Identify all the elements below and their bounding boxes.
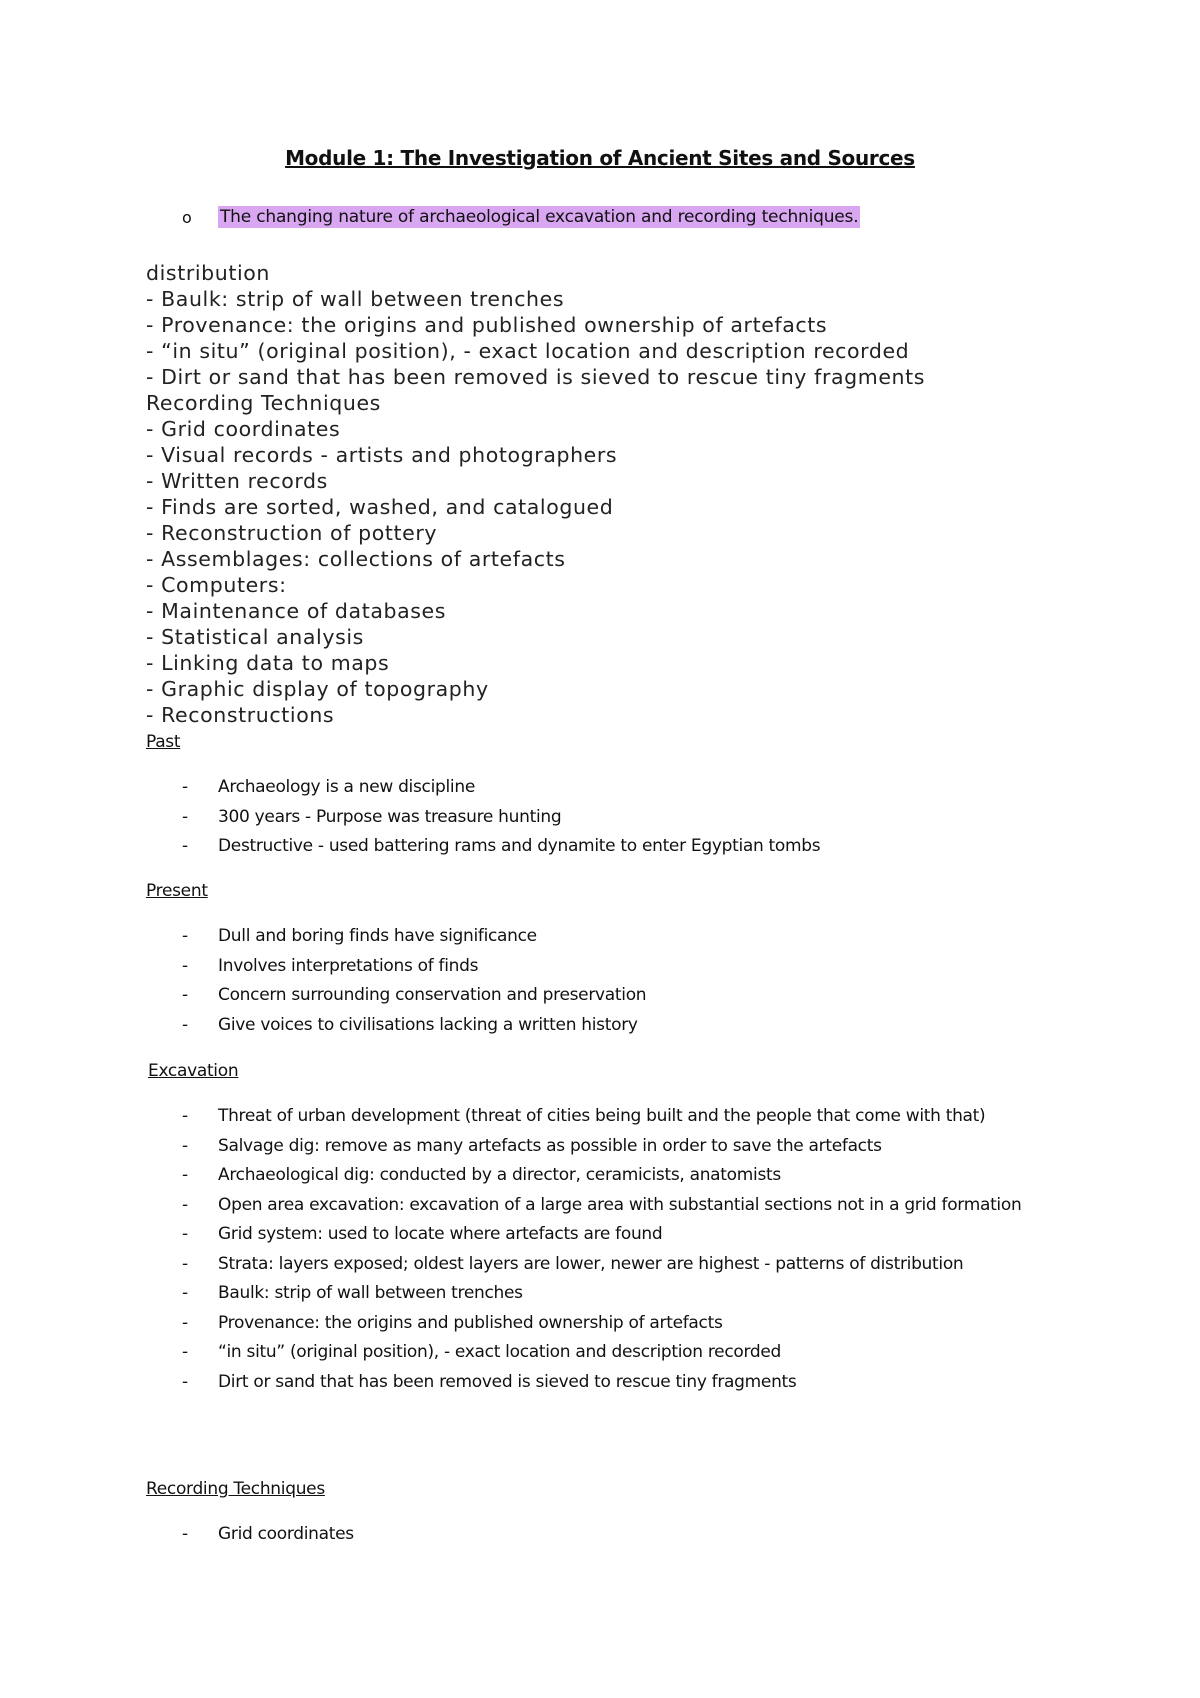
dash-marker: -: [182, 985, 188, 1005]
present-list: [182, 922, 1048, 1040]
list-item: - Grid system: used to locate where artefacts are found: [182, 1220, 1048, 1250]
list-item: - Provenance: the origins and published ownership of artefacts: [182, 1309, 1048, 1339]
plain-line: - Statistical analysis: [146, 625, 364, 649]
dash-marker: -: [182, 1106, 188, 1126]
plain-line: distribution: [146, 261, 271, 285]
plain-line: - Baulk: strip of wall between trenches: [146, 287, 565, 311]
dash-marker: -: [182, 1135, 188, 1156]
section-heading-past: Past: [146, 732, 181, 752]
list-item: - “in situ” (original position), - exact location and description recorded: [182, 1338, 1048, 1368]
dash-marker: -: [182, 806, 188, 827]
dash-marker: -: [182, 926, 188, 946]
list-item: - Baulk: strip of wall between trenches: [182, 1279, 1048, 1309]
plain-line: - Dirt or sand that has been removed is sieved to rescue tiny fragments: [146, 365, 926, 389]
plain-line: - Graphic display of topography: [146, 677, 489, 701]
plain-line: - Finds are sorted, washed, and catalogued: [146, 495, 614, 519]
list-item: - Archaeological dig: conducted by a director, ceramicists, anatomists: [182, 1161, 1048, 1191]
list-item: - Destructive - used battering rams and dynamite to enter Egyptian tombs: [182, 832, 1048, 862]
dash-marker: -: [182, 955, 188, 976]
plain-line: - Linking data to maps: [146, 651, 390, 675]
plain-line: - Maintenance of databases: [146, 599, 447, 623]
list-item: - Salvage dig: remove as many artefacts as possible in order to save the artefacts: [182, 1132, 1048, 1162]
list-item: - 300 years - Purpose was treasure hunting: [182, 803, 1048, 833]
dash-marker: -: [182, 1312, 188, 1333]
plain-line: - Visual records - artists and photographers: [146, 443, 618, 467]
list-item: - Archaeology is a new discipline: [182, 773, 1048, 803]
plain-line: Recording Techniques: [146, 391, 381, 415]
dash-marker: -: [182, 1224, 188, 1244]
plain-line: - Grid coordinates: [146, 417, 341, 441]
list-item: - Give voices to civilisations lacking a written history: [182, 1011, 1048, 1041]
past-list: [182, 773, 1048, 862]
plain-line: - Assemblages: collections of artefacts: [146, 547, 566, 571]
plain-line: - “in situ” (original position), - exact location and description recorded: [146, 339, 910, 363]
plain-notes-block: [146, 260, 925, 728]
dash-marker: -: [182, 1283, 188, 1303]
plain-line: - Provenance: the origins and published ownership of artefacts: [146, 313, 828, 337]
list-item: - Involves interpretations of finds: [182, 952, 1048, 982]
list-item: - Concern surrounding conservation and preservation: [182, 981, 1048, 1011]
plain-line: - Written records: [146, 469, 328, 493]
dash-marker: -: [182, 1165, 188, 1185]
dash-marker: -: [182, 836, 188, 856]
list-item: - Dirt or sand that has been removed is sieved to rescue tiny fragments: [182, 1368, 1048, 1398]
section-heading-present: Present: [146, 881, 208, 901]
list-item: - Strata: layers exposed; oldest layers are lower, newer are highest - patterns of distribution: [182, 1250, 1048, 1280]
dash-marker: -: [182, 1342, 188, 1362]
excavation-list: [182, 1102, 1048, 1397]
document-title: Module 1: The Investigation of Ancient Sites and Sources: [285, 146, 915, 170]
highlighted-text: The changing nature of archaeological excavation and recording techniques.: [220, 207, 859, 227]
dash-marker: -: [182, 1253, 188, 1274]
section-heading-excavation: Excavation: [148, 1061, 239, 1081]
list-item: - Grid coordinates: [182, 1520, 1048, 1550]
dash-marker: -: [182, 1524, 188, 1544]
list-item: - Dull and boring finds have significance: [182, 922, 1048, 952]
list-item: - Threat of urban development (threat of cities being built and the people that come with that): [182, 1102, 1048, 1132]
dash-marker: -: [182, 1194, 188, 1215]
plain-line: - Computers:: [146, 573, 287, 597]
plain-line: - Reconstruction of pottery: [146, 521, 438, 545]
dash-marker: -: [182, 1014, 188, 1035]
section-heading-recording: Recording Techniques: [146, 1479, 325, 1499]
recording-list: [182, 1520, 1048, 1550]
dash-marker: -: [182, 1371, 188, 1392]
dash-marker: -: [182, 777, 188, 797]
list-item: - Open area excavation: excavation of a large area with substantial sections not in a grid formation: [182, 1191, 1048, 1221]
bullet-marker: o: [182, 208, 192, 227]
plain-line: - Reconstructions: [146, 703, 335, 727]
